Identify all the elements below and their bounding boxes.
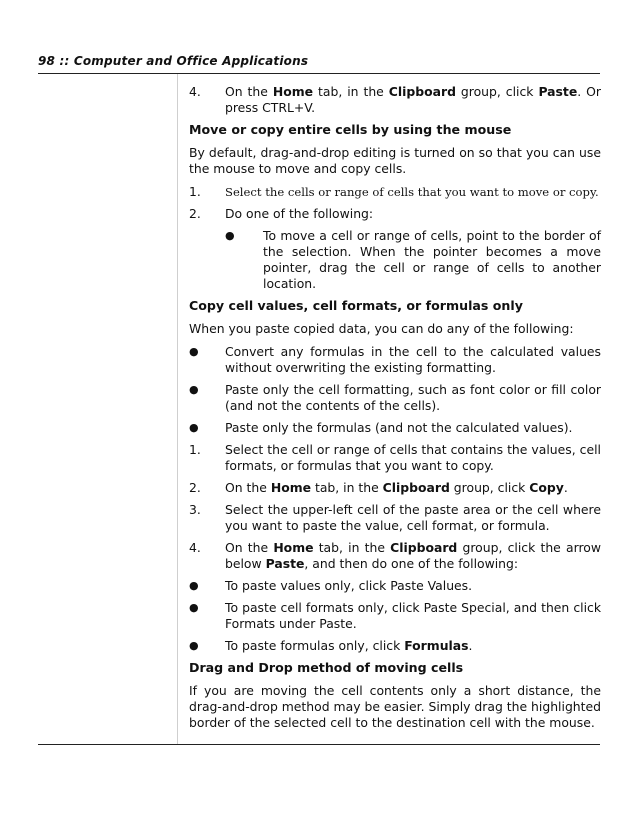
text-run: , and then do one of the following: <box>304 556 519 571</box>
section-heading: Move or copy entire cells by using the mouse <box>189 122 512 137</box>
running-header: 98 :: Computer and Office Applications <box>38 54 309 68</box>
list-item-text <box>225 382 601 414</box>
list-item <box>189 184 601 200</box>
text-run: group, click <box>455 84 539 99</box>
bullet-marker: ● <box>189 421 199 434</box>
list-item-text <box>225 540 601 572</box>
text-run: On the <box>225 480 271 495</box>
sub-list-item <box>225 228 601 292</box>
bold-term: Copy <box>529 480 564 495</box>
list-item-text <box>225 442 601 474</box>
list-item <box>189 420 601 436</box>
list-item <box>189 442 601 474</box>
text-run: Paste only the cell formatting, such as font color or fill color (and not the contents of the cells). <box>225 382 601 413</box>
list-item-text <box>225 344 601 376</box>
list-number: 4. <box>189 84 201 99</box>
text-run: tab, in the <box>313 540 391 555</box>
list-item <box>189 540 601 572</box>
margin-line <box>177 74 178 744</box>
text-run: To paste formulas only, click <box>225 638 405 653</box>
text-run: . <box>563 480 568 495</box>
list-number: 4. <box>189 540 201 555</box>
bold-term: Home <box>270 480 312 495</box>
list-item-text <box>225 206 601 222</box>
text-run: tab, in the <box>313 84 389 99</box>
text-run: On the <box>225 84 273 99</box>
bullet-marker: ● <box>189 639 199 652</box>
section-heading: Drag and Drop method of moving cells <box>189 660 464 675</box>
text-run: Select the cell or range of cells that contains the values, cell formats, or formulas that you want to copy. <box>225 442 601 473</box>
list-item <box>189 344 601 376</box>
list-item <box>189 638 601 654</box>
text-run: group, click the arrow below <box>225 540 601 571</box>
list-item-text <box>225 184 601 200</box>
text-run: On the <box>225 540 274 555</box>
list-item-text <box>225 600 601 632</box>
header-rule <box>38 73 600 74</box>
bold-term: Formulas <box>404 638 469 653</box>
text-run: Do one of the following: <box>225 206 374 221</box>
paragraph: By default, drag-and-drop editing is turned on so that you can use the mouse to move and copy cells. <box>189 145 601 176</box>
list-number: 1. <box>189 184 201 199</box>
list-item <box>189 206 601 222</box>
text-run: To paste cell formats only, click Paste Special, and then click Formats under Paste. <box>225 600 601 631</box>
list-item-text <box>225 84 601 116</box>
list-item-text <box>225 638 601 654</box>
bold-term: Clipboard <box>390 540 458 555</box>
list-item-text <box>225 420 601 436</box>
bullet-marker: ● <box>189 579 199 592</box>
bold-term: Clipboard <box>388 84 456 99</box>
list-item <box>189 84 601 116</box>
list-item <box>189 600 601 632</box>
text-run: Convert any formulas in the cell to the calculated values without overwriting the existing formatting. <box>225 344 601 375</box>
list-item-text <box>263 228 601 292</box>
list-item-text <box>225 578 601 594</box>
bullet-marker: ● <box>189 345 199 358</box>
text-run: . Or press CTRL+V. <box>225 84 601 115</box>
text-run: To move a cell or range of cells, point to the border of the selection. When the pointer becomes a move pointer, drag the cell or range of cells to another location. <box>263 228 601 291</box>
bold-term: Home <box>273 540 314 555</box>
bold-term: Clipboard <box>382 480 450 495</box>
text-run: tab, in the <box>311 480 383 495</box>
paragraph: When you paste copied data, you can do any of the following: <box>189 321 574 336</box>
list-number: 2. <box>189 480 201 495</box>
list-number: 2. <box>189 206 201 221</box>
list-item-text <box>225 502 601 534</box>
text-run: To paste values only, click Paste Values. <box>225 578 473 593</box>
bullet-marker: ● <box>189 601 199 614</box>
text-run: . <box>468 638 473 653</box>
footer-rule <box>38 744 600 745</box>
list-item <box>189 382 601 414</box>
list-item <box>189 480 601 496</box>
bullet-marker: ● <box>189 383 199 396</box>
page-body <box>189 84 601 738</box>
list-item <box>189 502 601 534</box>
paragraph: If you are moving the cell contents only a short distance, the drag-and-drop method may be easier. Simply drag the highlighted border of the selected cell to the destination cell with the mouse. <box>189 683 602 730</box>
bold-term: Paste <box>265 556 305 571</box>
text-run: group, click <box>449 480 530 495</box>
list-item <box>189 578 601 594</box>
text-run: Select the cells or range of cells that you want to move or copy. <box>225 185 599 199</box>
bold-term: Paste <box>538 84 578 99</box>
list-item-text <box>225 480 601 496</box>
bullet-marker: ● <box>225 229 235 242</box>
list-number: 1. <box>189 442 201 457</box>
list-number: 3. <box>189 502 201 517</box>
text-run: Select the upper-left cell of the paste area or the cell where you want to paste the value, cell format, or formula. <box>225 502 601 533</box>
section-heading: Copy cell values, cell formats, or formulas only <box>189 298 523 313</box>
text-run: Paste only the formulas (and not the calculated values). <box>225 420 573 435</box>
bold-term: Home <box>272 84 314 99</box>
